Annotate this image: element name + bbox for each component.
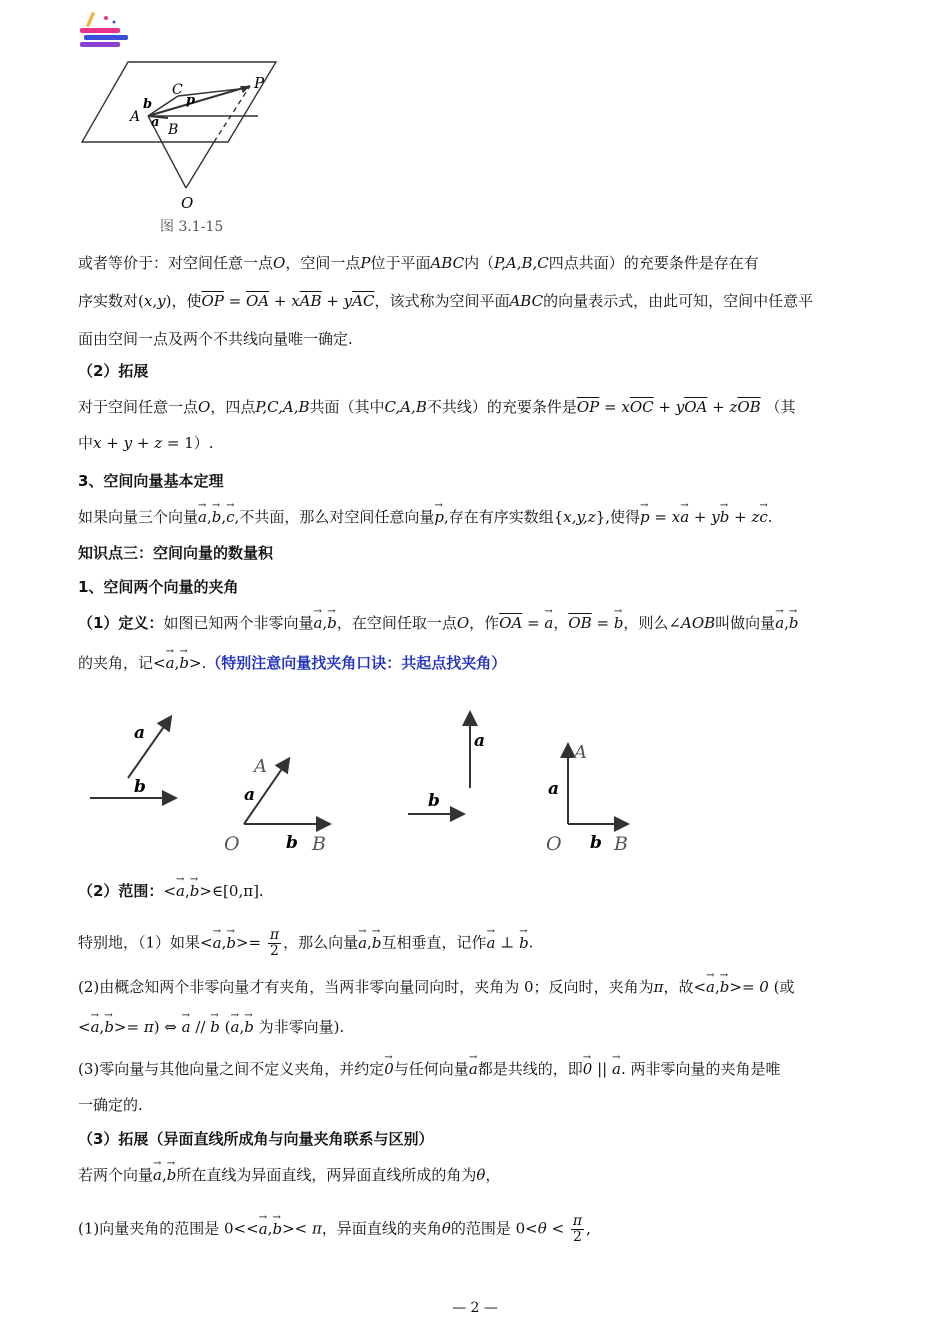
special-line4: (3)零向量与其他向量之间不定义夹角，并约定→ 0与任何向量→ a都是共线的，即→ 0 || → a. 两非零向量的夹角是唯	[78, 1058, 878, 1080]
para3-line: 如果向量三个向量→ a,→ b,→ c,不共面，那么对空间任意向量→ p,存在有序实数组{x,y,z},使得→ p = x→ a + y→ b + z→ c.	[78, 506, 878, 528]
knowledge-point3-title: 知识点三：空间向量的数量积	[78, 544, 274, 562]
special-line2: (2)由概念知两个非零向量才有夹角，当两非零向量同向时，夹角为 0；反向时，夹角为π，故<→ a,→ b>= 0 (或	[78, 976, 878, 998]
para1-line1: 或者等价于：对空间任意一点O，空间一点P位于平面ABC内（P,A,B,C四点共面）的充要条件是存在有	[78, 254, 759, 272]
definition-line2: 的夹角，记<→ a,→ b>.（特别注意向量找夹角口诀：共起点找夹角）	[78, 652, 878, 674]
svg-text:b: b	[428, 791, 440, 811]
svg-text:B: B	[614, 833, 628, 855]
range-line: （2）范围：<→ a,→ b>∈[0,π].	[78, 880, 878, 902]
para1-line3: 面由空间一点及两个不共线向量唯一确定.	[78, 330, 353, 348]
svg-text:a: a	[548, 779, 560, 799]
svg-text:A: A	[574, 742, 587, 763]
coplanar-figure	[78, 58, 278, 238]
book-stack-logo	[78, 8, 130, 52]
label-a: a	[151, 115, 160, 130]
label-C: C	[172, 82, 183, 98]
svg-text:O: O	[546, 833, 562, 855]
figure-caption: 图 3.1-15	[160, 219, 224, 235]
label-O: O	[181, 194, 194, 212]
label-B: B	[168, 122, 179, 138]
label-A: A	[130, 109, 141, 125]
svg-text:b: b	[286, 833, 298, 853]
special-line3: <→ a,→ b>= π) ⇔ → a // → b (→ a,→ b 为非零向量).	[78, 1016, 878, 1038]
special-line5: 一确定的.	[78, 1096, 143, 1114]
section-extension-title: （2）拓展	[78, 362, 149, 380]
svg-text:a: a	[474, 731, 486, 751]
angle-figures	[78, 700, 658, 860]
special-line1: 特别地，（1）如果<→ a,→ b>= $\frac{\pi}{2}$ ，那么向量→ a,→ b互相垂直，记作→ a ⊥ → b.	[78, 928, 878, 959]
svg-text:A: A	[254, 756, 267, 777]
label-P: P	[254, 74, 265, 92]
section-angle-title: 1、空间两个向量的夹角	[78, 578, 239, 596]
label-p: p	[186, 93, 196, 108]
para1-line2: 序实数对(x,y)，使$\overline{OP} = \overline{OA} + x\overline{AB} + y\overline{AC}$，该式称为空间平面ABC的向量表示式，由此可知，空间中任意平	[78, 292, 814, 310]
label-b: b	[143, 97, 153, 112]
svg-text:a: a	[134, 723, 146, 743]
extension-title: （3）拓展（异面直线所成角与向量夹角联系与区别）	[78, 1130, 434, 1148]
para2-line1: 对于空间任意一点O，四点P,C,A,B共面（其中C,A,B不共线）的充要条件是$\overline{OP} = x\overline{OC} + y\overline{OA} + z\overline{OB}$ （其	[78, 398, 796, 416]
extension-line1: 若两个向量→ a,→ b所在直线为异面直线，两异面直线所成的角为θ，	[78, 1164, 878, 1186]
page-number: — 2 —	[452, 1300, 498, 1316]
svg-text:B: B	[312, 833, 326, 855]
svg-text:O: O	[224, 833, 240, 855]
svg-text:b: b	[134, 777, 146, 797]
section-basic-theorem-title: 3、空间向量基本定理	[78, 472, 224, 490]
svg-text:a: a	[244, 785, 256, 805]
para2-line2: 中x + y + z = 1）.	[78, 434, 214, 452]
mnemonic-note: （特别注意向量找夹角口诀：共起点找夹角）	[206, 654, 507, 672]
definition-line1: （1）定义：如图已知两个非零向量→ a,→ b，在空间任取一点O，作$\overline{OA}$ = → a，$\overline{OB}$ = → b，则么∠AOB叫做向量→ a,→ b	[78, 612, 878, 634]
svg-text:b: b	[590, 833, 602, 853]
extension-line2: (1)向量夹角的范围是 0<<→ a,→ b>< π，异面直线的夹角θ的范围是 0<θ < $\frac{\pi}{2}$ ,	[78, 1214, 878, 1245]
